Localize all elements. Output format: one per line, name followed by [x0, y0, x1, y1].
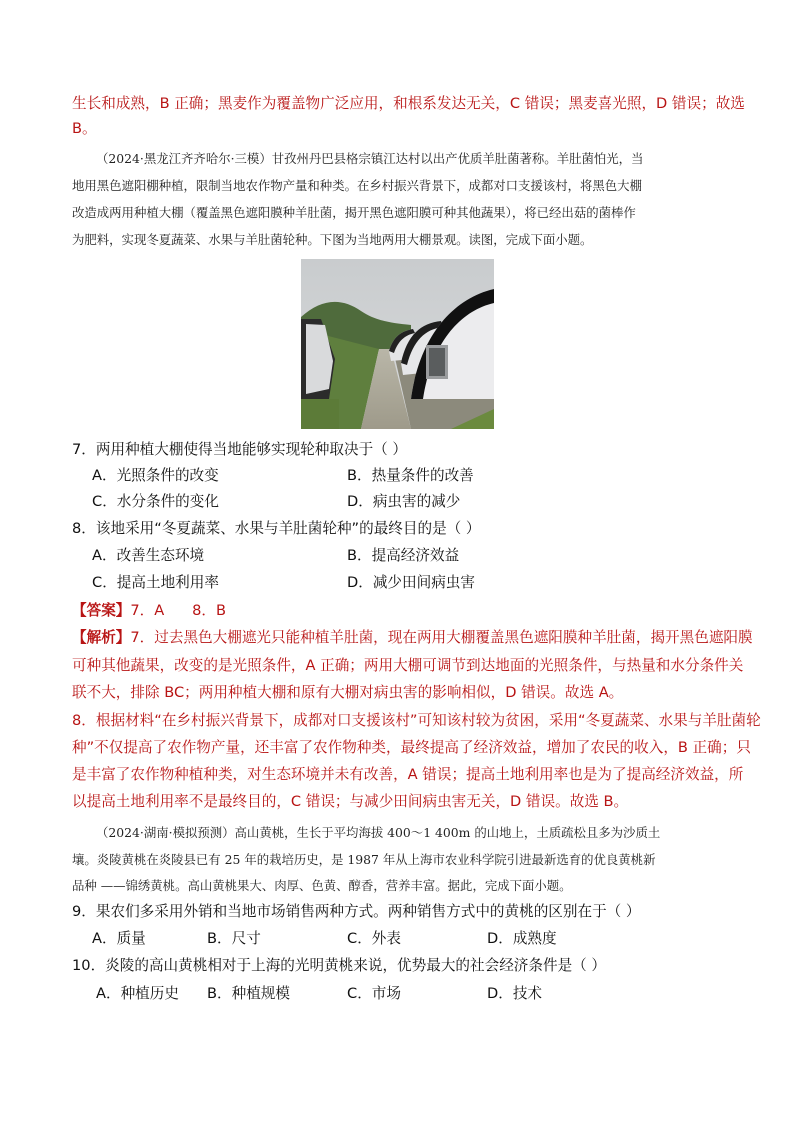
material-paragraph-line: 为肥料，实现冬夏蔬菜、水果与羊肚菌轮种。下图为当地两用大棚景观。读图，完成下面小题。	[72, 232, 593, 247]
question-10-stem: 10．炎陵的高山黄桃相对于上海的光明黄桃来说，优势最大的社会经济条件是（ ）	[72, 957, 606, 974]
question-7-stem: 7．两用种植大棚使得当地能够实现轮种取决于（ ）	[72, 441, 407, 458]
q10-option-c[interactable]: C．市场	[347, 985, 401, 1002]
explanation-text: 7．过去黑色大棚遮光只能种植羊肚菌，现在两用大棚覆盖黑色遮阳膜种羊肚菌，揭开黑色遮阳膜	[130, 629, 753, 646]
explanation-line: 联不大，排除 BC；两用种植大棚和原有大棚对病虫害的影响相似，D 错误。故选 A。	[72, 684, 624, 701]
answer-line	[72, 600, 724, 622]
q7-option-d[interactable]: D．病虫害的减少	[347, 493, 461, 510]
q10-option-b[interactable]: B．种植规模	[207, 985, 290, 1002]
material-paragraph-line: （2024·黑龙江齐齐哈尔·三模）甘孜州丹巴县格宗镇江达村以出产优质羊肚菌著称。羊肚菌怕光，当	[96, 151, 644, 166]
answer-values: 7．A 8．B	[130, 602, 226, 619]
question-8-stem: 8．该地采用“冬夏蔬菜、水果与羊肚菌轮种”的最终目的是（ ）	[72, 520, 481, 537]
q8-option-c[interactable]: C．提高土地利用率	[92, 574, 219, 591]
question-9-stem: 9．果农们多采用外销和当地市场销售两种方式。两种销售方式中的黄桃的区别在于（ ）	[72, 903, 641, 920]
q8-option-b[interactable]: B．提高经济效益	[347, 547, 460, 564]
q9-option-c[interactable]: C．外表	[347, 930, 401, 947]
q7-option-c[interactable]: C．水分条件的变化	[92, 493, 219, 510]
q7-option-b[interactable]: B．热量条件的改善	[347, 467, 474, 484]
q9-option-d[interactable]: D．成熟度	[487, 930, 557, 947]
material-paragraph-line: 壤。炎陵黄桃在炎陵县已有 25 年的栽培历史，是 1987 年从上海市农业科学院引进最新选育的优良黄桃新	[72, 852, 656, 867]
q9-option-b[interactable]: B．尺寸	[207, 930, 261, 947]
explanation-line: 可种其他蔬果，改变的是光照条件，A 正确；两用大棚可调节到达地面的光照条件，与热量和水分条件关	[72, 657, 744, 674]
q10-option-a[interactable]: A．种植历史	[96, 985, 179, 1002]
material-paragraph-line: 改造成两用种植大棚（覆盖黑色遮阳膜种羊肚菌，揭开黑色遮阳膜可种其他蔬果），将已经出菇的菌棒作	[72, 205, 636, 220]
q7-option-a[interactable]: A．光照条件的改变	[92, 467, 219, 484]
q8-option-a[interactable]: A．改善生态环境	[92, 547, 205, 564]
explanation-continued-line: B。	[72, 120, 97, 137]
explanation-tag: 【解析】	[72, 629, 131, 646]
explanation-line	[72, 627, 753, 649]
explanation-line: 种”不仅提高了农作物产量，还丰富了农作物种类，最终提高了经济效益，增加了农民的收入，B 正确；只	[72, 739, 751, 756]
explanation-line: 是丰富了农作物种植种类，对生态环境并未有改善，A 错误；提高土地利用率也是为了提高经济效益，所	[72, 766, 744, 783]
explanation-line: 8．根据材料“在乡村振兴背景下，成都对口支援该村”可知该村较为贫困，采用“冬夏蔬菜、水果与羊肚菌轮	[72, 712, 761, 729]
material-paragraph-line: 地用黑色遮阳棚种植，限制当地农作物产量和种类。在乡村振兴背景下，成都对口支援该村，将黑色大棚	[72, 178, 642, 193]
material-paragraph-line: 品种 ——锦绣黄桃。高山黄桃果大、肉厚、色黄、醇香，营养丰富。据此，完成下面小题。	[72, 878, 572, 893]
material-paragraph-line: （2024·湖南·模拟预测）高山黄桃，生长于平均海拔 400～1 400m 的山地上，土质疏松且多为沙质土	[96, 825, 661, 840]
q8-option-d[interactable]: D．减少田间病虫害	[347, 574, 475, 591]
q9-option-a[interactable]: A．质量	[92, 930, 146, 947]
explanation-line: 以提高土地利用率不是最终目的，C 错误；与减少田间病虫害无关，D 错误。故选 B。	[72, 793, 629, 810]
q10-option-d[interactable]: D．技术	[487, 985, 543, 1002]
explanation-continued-line: 生长和成熟，B 正确；黑麦作为覆盖物广泛应用，和根系发达无关，C 错误；黑麦喜光照，D 错误；故选	[72, 95, 745, 112]
answer-tag: 【答案】	[72, 602, 131, 619]
greenhouse-photo	[301, 259, 494, 429]
